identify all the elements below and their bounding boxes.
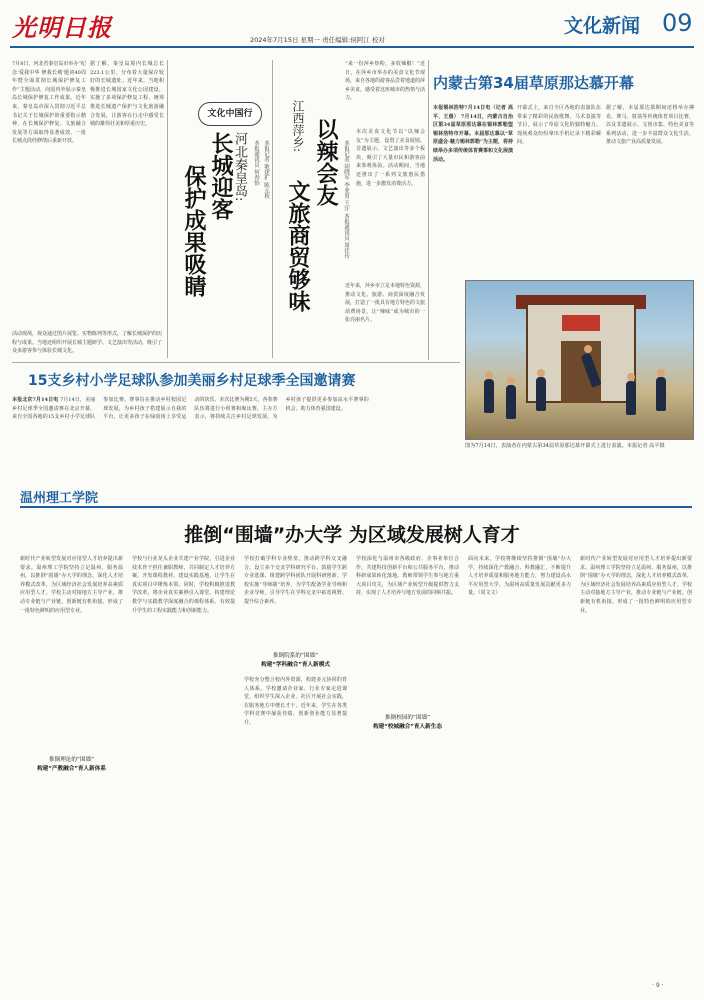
story4-headline: 15支乡村小学足球队参加美丽乡村足球季全国邀请赛 xyxy=(28,373,356,389)
story2-headline-1: 以辣会友 xyxy=(313,118,338,206)
story3-text-b: 开幕式上，来自全区各地的表演队伍带来了精彩的民族歌舞、马术表演等节目，展示了草原文化的独特魅力。现场观众纷纷拿出手机记录下精彩瞬间。 xyxy=(517,105,601,146)
newspaper-logo[interactable]: 光明日报 xyxy=(12,13,112,42)
story1-col1: 7月8日，河北省秦皇岛市举办“纪念‘爱我中华 修我长城’题词40周年暨全面贯彻长城保护修复工作”主题活动，向国内外展示秦皇岛长城保护修复工作成果。近年来，秦皇岛市深入贯彻习近平总书记关于长城保护的重要指示精神，在长城保护修复、文旅融合发展等方面取得显著成效，一批长城点段经修缮后重新开放。 xyxy=(12,61,86,145)
story5-col3b: 学校充分整合校内外资源，构建多元协同的育人体系。学校邀请企业家、行业专家走进课堂，组织学生深入企业、社区开展社会实践，在服务地方中增长才干。近年来，学生在各类学科竞赛中屡获佳绩，创新创业能力显著提升。 xyxy=(244,677,347,726)
page-number: 09 xyxy=(662,9,693,37)
story2-location: 江西萍乡: xyxy=(291,100,305,153)
story1-headline-2: 保护成果吸睛 xyxy=(181,165,206,297)
story1-col2: 据了解，秦皇岛境内长城总长223.1公里，分布着大量保存较好的长城遗址。近年来，当地积极推进长城国家文化公园建设，实施了多项保护修复工程，统筹推进长城遗产保护与文化旅游融合发展，让游客在行走中感受长城的雄伟壮美和厚重历史。 xyxy=(90,61,164,128)
story3-headline: 内蒙古第34届草原那达慕开幕 xyxy=(433,74,634,92)
column-kicker-badge: 文化中国行 xyxy=(198,102,262,126)
story4-dateline: 本报北京7月14日电 xyxy=(12,397,59,403)
section-rule xyxy=(20,506,692,508)
story5-col3a: 学校打破学科专业壁垒，推动跨学科交叉融合，设立多个交叉学科研究平台，鼓励学生跨专业选课、组建跨学科团队开展科研创新。学校实施“导师制”培养，为学生配备学业导师和企业导师，引导学生在学科交叉中拓宽视野、提升综合素养。 xyxy=(244,556,347,605)
subhead-1-kicker: 推倒理论的“围墙” xyxy=(49,757,94,763)
story5-col1-text: 新时代产业转型发展对应用型人才培养提出新要求。温州理工学院坚持立足温州、服务温州，以推倒“围墙”办大学的理念，深化人才培养模式改革，为区域经济社会发展培养高素质应用型人才。学校主动对接地方主导产业，推动专业链与产业链、创新链有机衔接，形成了一批特色鲜明的应用型专业。 xyxy=(20,556,123,614)
story5-band-label: 温州理工学院 xyxy=(20,491,99,506)
story1-byline-1: 本报记者 耿建扩 陈元秋 xyxy=(263,140,269,199)
story1-location: 河北秦皇岛: xyxy=(232,132,247,202)
story5-col2: 学校与行业龙头企业共建产业学院，引进企业技术骨干担任兼职教师，共同制定人才培养方案、开发课程教材、建设实践基地，让学生在真实项目中锤炼本领。同时，学校积极推进教学改革，将企业真实案例引入课堂，构建理论教学与实践教学深度融合的课程体系，有效提升学生的工程实践能力和创新能力。 xyxy=(132,556,235,614)
story5-col6: 新时代产业转型发展对应用型人才培养提出新要求。温州理工学院坚持立足温州、服务温州，以推倒“围墙”办大学的理念，深化人才培养模式改革，为区域经济社会发展培养高素质应用型人才。学校主动对接地方主导产业，推动专业链与产业链、创新链有机衔接，形成了一批特色鲜明的应用型专业。 xyxy=(580,556,692,614)
issue-meta: 2024年7月15日 星期一 责任编辑:侯阿江 校对 xyxy=(250,36,385,44)
story5-headline: 推倒“围墙”办大学 为区域发展树人育才 xyxy=(184,524,520,546)
story5-subhead-1 xyxy=(20,756,123,773)
story1-byline-2: 本报通讯员 何春怡 xyxy=(253,140,259,186)
story5-subhead-3 xyxy=(356,714,459,731)
column-rule xyxy=(272,60,273,358)
photo-caption: 图为7月14日，表演者在内蒙古第34届草原那达慕开幕式上进行表演。本报记者 高平摄 xyxy=(465,443,665,449)
subhead-3-title: 构建“校城融合”育人新生态 xyxy=(373,723,442,730)
subhead-2-kicker: 推倒院系的“围墙” xyxy=(273,653,318,659)
story4-text: 7月14日，美丽乡村足球季全国邀请赛在北京开幕，来自全国各地的15支乡村小学足球队参加比赛。赛事旨在推动乡村校园足球发展，为乡村孩子搭建展示自我的平台，让更多孩子在绿茵场上享受运动的快乐。本次比赛为期5天，各参赛队伍将进行小组赛和淘汰赛。主办方表示，将持续关注乡村足球发展，为乡村孩子提供更多参加高水平赛事的机会，助力体育强国建设。 xyxy=(12,397,369,421)
story3-text-a: 7月14日，内蒙古自治区第34届草原那达慕在锡林郭勒盟锡林浩特市开幕。本届那达慕以“草原盛会·魅力锡林郭勒”为主题，将持续举办多项传统体育赛事和文化展演活动。 xyxy=(433,113,513,163)
story2-headline-2: 文旅商贸够味 xyxy=(285,180,310,312)
page-footer: · 9 · xyxy=(652,982,664,989)
story2-text-a: “来一份萍乡炒粉，多放辣椒！”近日，在萍乡市举办的美食文化节现场，来自各地的游客品尝着地道的萍乡美食，感受着这座城市的热情与活力。 xyxy=(345,61,425,102)
subhead-1-title: 构建“产教融合”育人新体系 xyxy=(37,765,106,772)
column-rule xyxy=(167,60,168,358)
story5-col4: 学校深化与温州市各级政府、企事业单位合作，共建科技创新平台和公共服务平台，推动科研成果转化落地。教师带领学生参与地方重大项目攻关，为区域产业转型升级提供智力支持，实现了人才培养与地方发展的同频共振。 xyxy=(356,556,459,597)
subhead-3-kicker: 推倒校园的“围墙” xyxy=(385,715,430,721)
column-rule xyxy=(428,60,429,360)
subhead-2-title: 构建“学科融合”育人新模式 xyxy=(261,661,330,668)
section-rule xyxy=(12,362,460,363)
martial-arts-photo xyxy=(465,280,694,440)
story3-byline: 本报锡林浩特7月14日电（记者 高平、王晨） xyxy=(433,105,513,120)
story4-body xyxy=(12,396,460,468)
story1-col3: 活动现场，观众通过图片展览、实物陈列等形式，了解长城保护的历程与成果。当地还组织开展长城主题研学、文艺演出等活动，吸引了众多游客参与体验长城文化。 xyxy=(12,331,162,355)
story5-col5: 面向未来，学校将继续坚持推倒“围墙”办大学，持续深化产教融合、科教融汇，不断提升人才培养质量和服务地方能力，努力建设高水平应用型大学，为温州高质量发展贡献更多力量。（周文文） xyxy=(468,556,571,597)
story1-headline-1: 长城迎客 xyxy=(208,132,233,220)
story2-text-b: 本次美食文化节以“以辣会友”为主题，设置了美食展销、非遗展示、文艺演出等多个板块，吸引了大量市民和游客前来参观体验。活动期间，当地还推出了一系列文旅惠民措施，进一步激发消费活力。 xyxy=(356,129,425,187)
story3-text-c: 据了解，本届那达慕期间还将举办搏克、赛马、射箭等传统体育项目比赛，以及非遗展示、文创市集、特色美食等系列活动，进一步丰富群众文化生活，推动文旅产业高质量发展。 xyxy=(606,105,694,146)
story5-subhead-2 xyxy=(244,652,347,669)
masthead xyxy=(10,6,694,48)
story2-byline: 本报记者 胡晓军 李亚男 王汗 本报通讯员 周佳玲 xyxy=(343,140,349,259)
story2-text-c: 近年来，萍乡市立足本地特色资源，推动文化、旅游、商贸深度融合发展，打造了一批具有地方特色的文旅消费场景，让“辣味”成为城市的一张亮丽名片。 xyxy=(345,283,425,324)
section-title: 文化新闻 xyxy=(564,15,641,37)
story3-byline-and-lede xyxy=(433,104,513,276)
